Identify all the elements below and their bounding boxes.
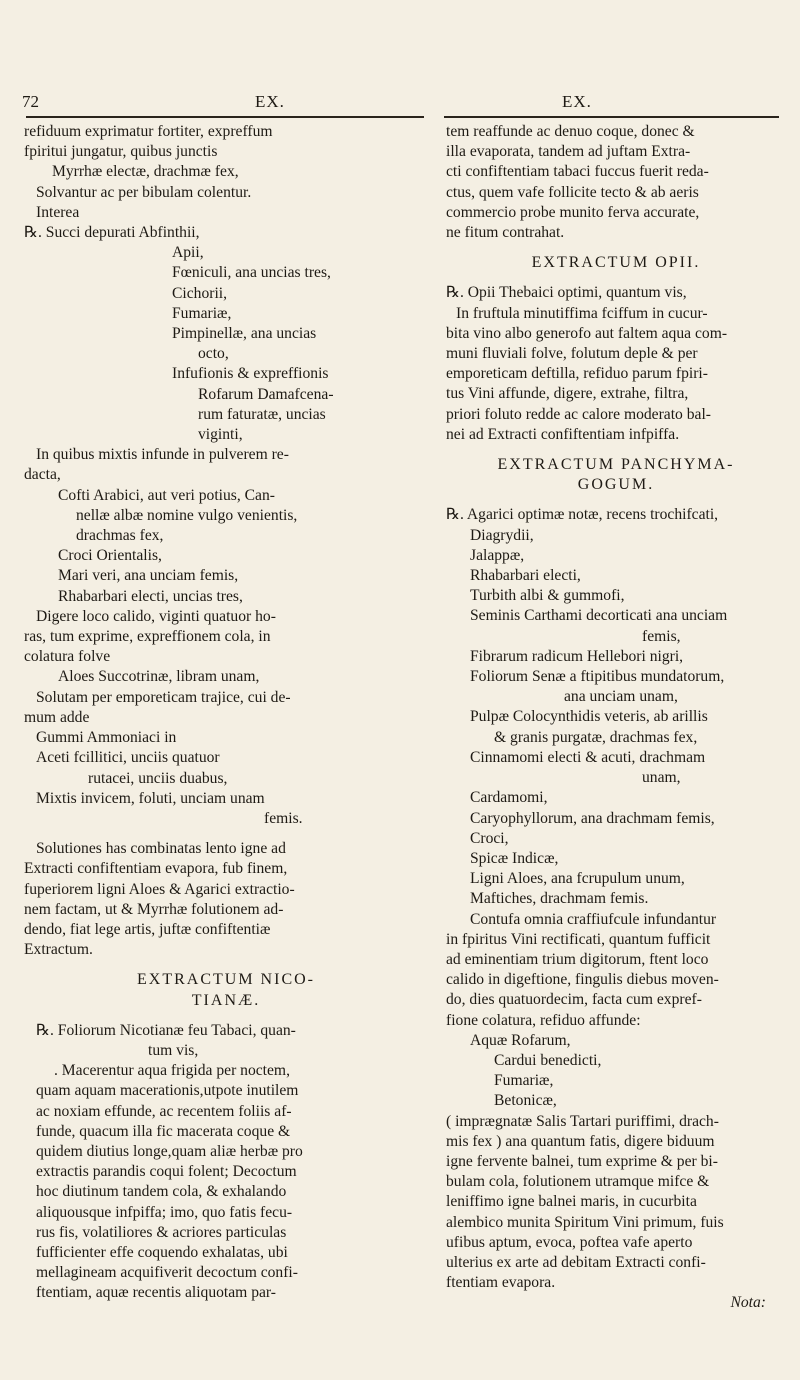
text-line: ana unciam unam, — [564, 688, 678, 706]
paragraph-gap — [24, 829, 428, 839]
text-line: nei ad Extracti confiftentiam infpiffa. — [446, 425, 680, 443]
text-line: Seminis Carthami decorticati ana unciam — [470, 607, 728, 625]
text-line: dacta, — [24, 466, 61, 484]
text-line: Cofti Arabici, aut veri potius, Can- — [58, 486, 275, 504]
text-line: . Macerentur aqua frigida per noctem, — [54, 1062, 290, 1080]
text-line: Extracti confiftentiam evapora, fub finem, — [24, 860, 288, 878]
text-line: tus Vini affunde, digere, extrahe, filtra, — [446, 385, 689, 403]
section-heading: EXTRACTUM NICO- — [137, 971, 315, 989]
text-line: fione colatura, refiduo affunde: — [446, 1011, 641, 1029]
text-line: ras, tum exprime, expreffionem cola, in — [24, 628, 271, 646]
text-line: aliquousque infpiffa; imo, quo fatis fecu- — [36, 1203, 293, 1221]
paragraph-gap — [24, 1011, 428, 1021]
text-line: Rhabarbari electi, uncias tres, — [58, 587, 243, 605]
text-line: Apii, — [172, 244, 204, 262]
text-line: drachmas fex, — [76, 527, 164, 545]
text-line: Infufionis & expreffionis — [172, 365, 329, 383]
left-text-column — [24, 122, 428, 1304]
text-line: quam aquam macerationis,utpote inutilem — [36, 1082, 299, 1100]
text-line: ftentiam, aquæ recentis aliquotam par- — [36, 1284, 277, 1302]
text-line: alembico munita Spiritum Vini primum, fuis — [446, 1213, 724, 1231]
text-line: emporeticam deftilla, refiduo parum fpiri- — [446, 365, 708, 383]
text-line: Rofarum Damafcena- — [198, 385, 334, 403]
text-line: Fœniculi, ana uncias tres, — [172, 264, 331, 282]
text-line: mum adde — [24, 708, 90, 726]
paragraph-gap — [24, 960, 428, 970]
text-line: Cardui benedicti, — [494, 1051, 602, 1069]
text-line: dendo, fiat lege artis, juftæ confiftentiæ — [24, 920, 271, 938]
text-line: Fumariæ, — [494, 1072, 554, 1090]
text-line: tum vis, — [148, 1041, 199, 1059]
text-line: ac noxiam effunde, ac recentem foliis af- — [36, 1102, 292, 1120]
text-line: igne fervente balnei, tum exprime & per bi- — [446, 1152, 718, 1170]
text-line: Mari veri, ana unciam femis, — [58, 567, 239, 585]
text-line: Pimpinellæ, ana uncias — [172, 325, 317, 343]
text-line: Digere loco calido, viginti quatuor ho- — [36, 607, 276, 625]
text-line: unam, — [642, 769, 681, 787]
text-line: Interea — [36, 203, 80, 221]
page-number: 72 — [22, 92, 39, 111]
text-line: Croci, — [470, 829, 509, 847]
header-rule-right — [444, 116, 779, 118]
text-line: Contufa omnia craffiufcule infundantur — [470, 910, 717, 928]
text-line: mis fex ) ana quantum fatis, digere biduum — [446, 1132, 715, 1150]
text-line: Rhabarbari electi, — [470, 567, 581, 585]
text-line: rutacei, unciis duabus, — [88, 769, 228, 787]
text-line: Aloes Succotrinæ, libram unam, — [58, 668, 260, 686]
text-line: extractis parandis coqui folent; Decoctum — [36, 1163, 297, 1181]
text-line: femis, — [642, 627, 681, 645]
text-line: Mixtis invicem, foluti, unciam unam — [36, 789, 265, 807]
running-head-left: EX. — [255, 92, 285, 111]
text-line: rus fis, volatiliores & acriores particulas — [36, 1223, 287, 1241]
text-line: tem reaffunde ac denuo coque, donec & — [446, 123, 695, 140]
text-line: colatura folve — [24, 648, 111, 666]
text-line: Cichorii, — [172, 284, 228, 302]
text-line: Cardamomi, — [470, 789, 548, 807]
text-line: refiduum exprimatur fortiter, expreffum — [24, 123, 273, 140]
text-line: Aceti fcillitici, unciis quatuor — [36, 749, 220, 767]
text-line: ( imprægnatæ Salis Tartari puriffimi, drach- — [446, 1112, 719, 1130]
text-line: funde, quacum illa fic macerata coque & — [36, 1122, 291, 1140]
text-line: Foliorum Senæ a ftipitibus mundatorum, — [470, 668, 725, 686]
section-heading: GOGUM. — [577, 476, 655, 494]
text-line: Maftiches, drachmam femis. — [470, 890, 649, 908]
text-line: ℞. Succi depurati Abfinthii, — [24, 224, 200, 242]
text-line: Ligni Aloes, ana fcrupulum unum, — [470, 870, 685, 888]
text-line: ulterius ex arte ad debitam Extracti confi- — [446, 1253, 706, 1271]
text-line: Pulpæ Colocynthidis veteris, ab arillis — [470, 708, 708, 726]
text-line: Myrrhæ electæ, drachmæ fex, — [52, 163, 239, 181]
text-line: Spicæ Indicæ, — [470, 849, 559, 867]
text-line: Diagrydii, — [470, 526, 534, 544]
text-line: Solutiones has combinatas lento igne ad — [36, 840, 286, 858]
text-line: Aquæ Rofarum, — [470, 1031, 571, 1049]
text-line: do, dies quatuordecim, facta cum expref- — [446, 991, 702, 1009]
text-line: fpiritui jungatur, quibus junctis — [24, 143, 218, 161]
text-line: illa evaporata, tandem ad juftam Extra- — [446, 143, 691, 161]
text-line: In fruftula minutiffima fciffum in cucur- — [456, 304, 708, 322]
text-line: commercio probe munito ferva accurate, — [446, 203, 700, 221]
text-line: ne fitum contrahat. — [446, 224, 565, 242]
text-line: bita vino albo generofo aut faltem aqua com- — [446, 324, 728, 342]
text-line: octo, — [198, 345, 229, 363]
text-line: femis. — [264, 809, 303, 827]
text-line: ctus, quem vafe follicite tecto & ab aeris — [446, 183, 699, 201]
text-line: priori foluto redde ac calore moderato bal- — [446, 405, 711, 423]
text-line: bulam cola, folutionem utramque mifce & — [446, 1173, 710, 1191]
text-line: Caryophyllorum, ana drachmam femis, — [470, 809, 715, 827]
paragraph-gap — [446, 495, 786, 505]
text-line: hoc diutinum tandem cola, & exhalando — [36, 1183, 287, 1201]
header-rule-left — [26, 116, 424, 118]
text-line: cti confiftentiam tabaci fuccus fuerit reda- — [446, 163, 709, 181]
text-line: ftentiam evapora. — [446, 1274, 556, 1292]
text-line: ℞. Agarici optimæ notæ, recens trochifcati, — [446, 506, 719, 524]
text-line: Croci Orientalis, — [58, 547, 162, 565]
text-line: Fumariæ, — [172, 304, 232, 322]
text-line: Solvantur ac per bibulam colentur. — [36, 183, 252, 201]
right-text-column — [446, 122, 786, 1314]
text-line: Betonicæ, — [494, 1092, 557, 1110]
text-line: rum faturatæ, uncias — [198, 405, 326, 423]
text-line: Jalappæ, — [470, 546, 525, 564]
text-line: Turbith albi & gummofi, — [470, 587, 625, 605]
text-line: nem factam, ut & Myrrhæ folutionem ad- — [24, 900, 284, 918]
text-line: Solutam per emporeticam trajice, cui de- — [36, 688, 291, 706]
text-line: Extractum. — [24, 941, 93, 959]
text-line: mellagineam acquifiverit decoctum confi- — [36, 1264, 298, 1282]
paragraph-gap — [446, 243, 786, 253]
text-line: ℞. Opii Thebaici optimi, quantum vis, — [446, 284, 687, 302]
text-line: nellæ albæ nomine vulgo venientis, — [76, 506, 298, 524]
text-line: muni fluviali folve, folutum deple & per — [446, 345, 698, 363]
text-line: Fibrarum radicum Hellebori nigri, — [470, 647, 684, 665]
text-line: in fpiritus Vini rectificati, quantum fufficit — [446, 930, 711, 948]
text-line: fuperiorem ligni Aloes & Agarici extractio- — [24, 880, 295, 898]
running-head-right: EX. — [562, 92, 592, 111]
text-line: viginti, — [198, 426, 243, 444]
text-line: calido in digeftione, fingulis diebus moven- — [446, 971, 719, 989]
text-line: quidem diutius longe,quam aliæ herbæ pro — [36, 1142, 303, 1160]
text-line: fufficienter effe coquendo exhalatas, ubi — [36, 1243, 288, 1261]
text-line: In quibus mixtis infunde in pulverem re- — [36, 446, 289, 464]
text-line: ad eminentiam trium digitorum, ftent loco — [446, 950, 709, 968]
paragraph-gap — [446, 445, 786, 455]
text-line: leniffimo igne balnei maris, in cucurbita — [446, 1193, 697, 1211]
text-line: ℞. Foliorum Nicotianæ feu Tabaci, quan- — [36, 1021, 296, 1039]
section-heading: EXTRACTUM OPII. — [531, 254, 701, 272]
section-heading: TIANÆ. — [191, 991, 261, 1009]
paragraph-gap — [446, 273, 786, 283]
catchword: Nota: — [730, 1294, 766, 1312]
section-heading: EXTRACTUM PANCHYMA- — [497, 456, 735, 474]
text-line: ufibus aptum, evoca, poftea vafe aperto — [446, 1233, 693, 1251]
text-line: Cinnamomi electi & acuti, drachmam — [470, 748, 706, 766]
text-line: & granis purgatæ, drachmas fex, — [494, 728, 698, 746]
text-line: Gummi Ammoniaci in — [36, 729, 177, 747]
